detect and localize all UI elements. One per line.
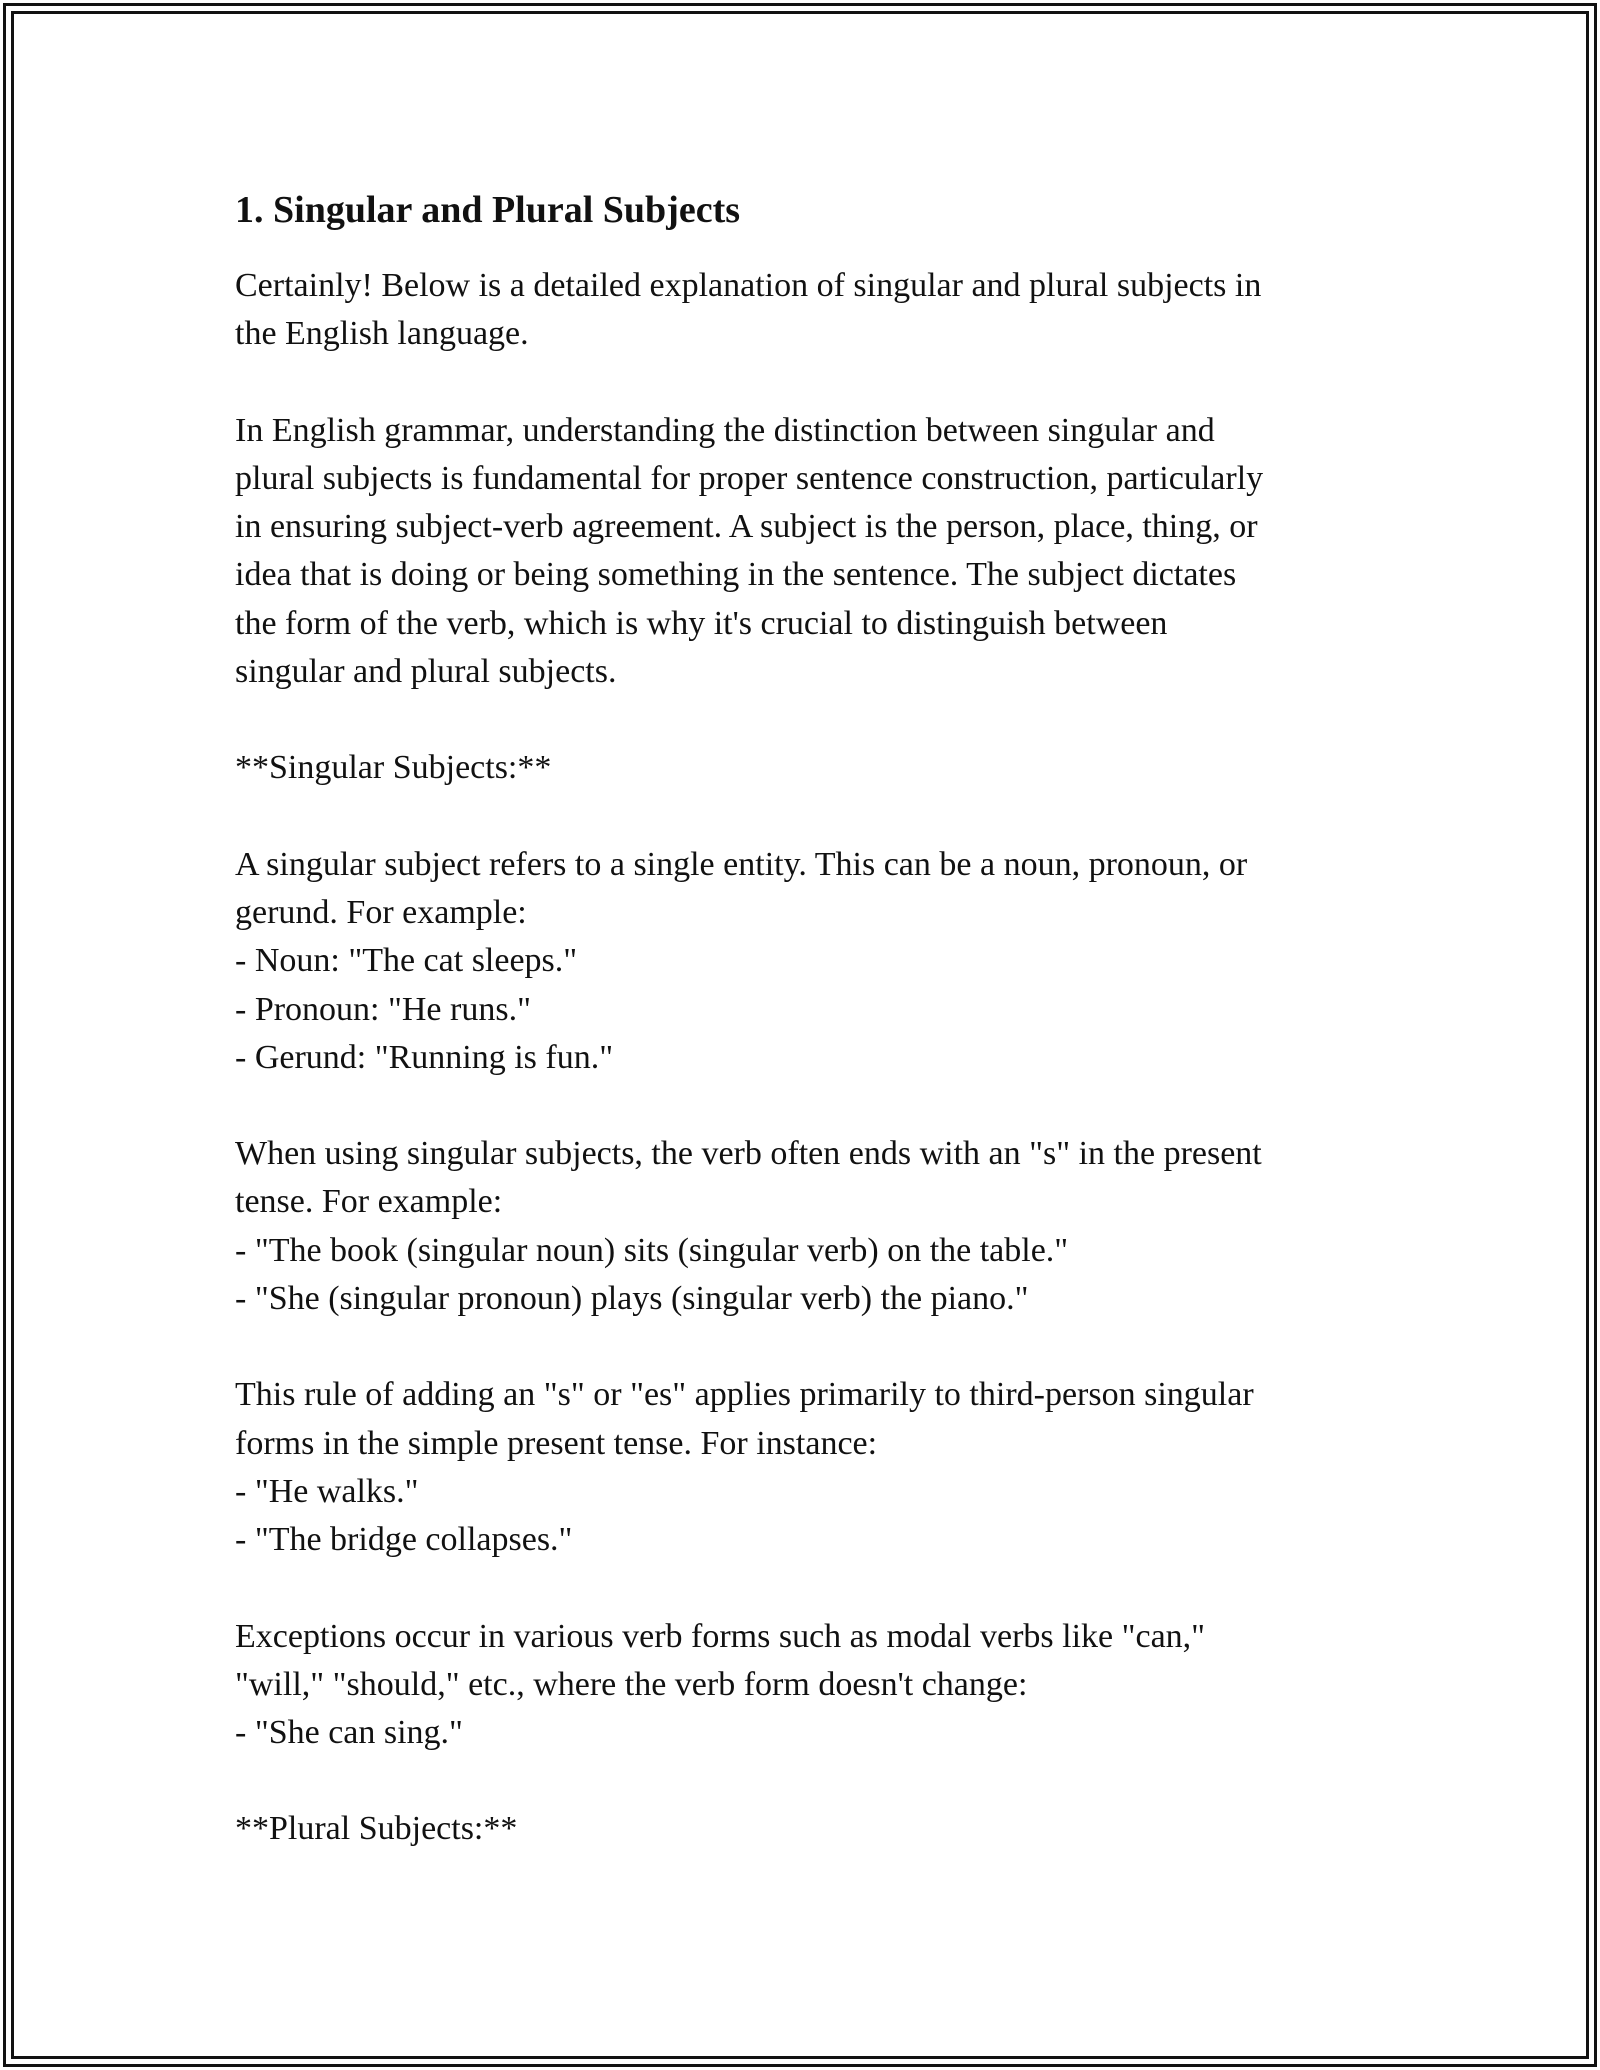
text-line: "will," "should," etc., where the verb form doesn't change: bbox=[235, 1665, 1028, 1703]
text-line: This rule of adding an "s" or "es" applies primarily to third-person singular bbox=[235, 1376, 1254, 1414]
document-body bbox=[235, 186, 1355, 1902]
paragraph-definition bbox=[235, 407, 1355, 697]
paragraph-singular-verbs bbox=[235, 1130, 1355, 1323]
paragraph-s-es-rule bbox=[235, 1371, 1355, 1564]
text-line: Exceptions occur in various verb forms such as modal verbs like "can," bbox=[235, 1617, 1206, 1655]
list-item: - Pronoun: "He runs." bbox=[235, 990, 531, 1028]
text-line: In English grammar, understanding the distinction between singular and bbox=[235, 411, 1215, 449]
text-line: **Plural Subjects:** bbox=[235, 1810, 518, 1848]
list-item: - Gerund: "Running is fun." bbox=[235, 1038, 614, 1076]
list-item: - "The book (singular noun) sits (singular verb) on the table." bbox=[235, 1231, 1069, 1269]
paragraph-singular-definition bbox=[235, 841, 1355, 1082]
paragraph-exceptions bbox=[235, 1613, 1355, 1758]
list-item: - "She can sing." bbox=[235, 1714, 463, 1752]
text-line: When using singular subjects, the verb often ends with an "s" in the present bbox=[235, 1135, 1262, 1173]
list-item: - "He walks." bbox=[235, 1472, 419, 1510]
text-line: the form of the verb, which is why it's crucial to distinguish between bbox=[235, 604, 1168, 642]
text-line: A singular subject refers to a single entity. This can be a noun, pronoun, or bbox=[235, 845, 1248, 883]
text-line: gerund. For example: bbox=[235, 893, 527, 931]
text-line: in ensuring subject-verb agreement. A subject is the person, place, thing, or bbox=[235, 508, 1258, 546]
text-line: plural subjects is fundamental for proper sentence construction, particularly bbox=[235, 459, 1264, 497]
subheading-plural-subjects bbox=[235, 1805, 1355, 1853]
paragraph-intro bbox=[235, 262, 1355, 359]
list-item: - "The bridge collapses." bbox=[235, 1521, 573, 1559]
text-line: tense. For example: bbox=[235, 1183, 503, 1221]
section-heading: 1. Singular and Plural Subjects bbox=[235, 189, 741, 231]
text-line: singular and plural subjects. bbox=[235, 653, 617, 691]
text-line: forms in the simple present tense. For instance: bbox=[235, 1424, 878, 1462]
text-line: **Singular Subjects:** bbox=[235, 749, 552, 787]
subheading-singular-subjects bbox=[235, 744, 1355, 792]
list-item: - "She (singular pronoun) plays (singular verb) the piano." bbox=[235, 1280, 1029, 1318]
text-line: the English language. bbox=[235, 315, 529, 353]
text-line: idea that is doing or being something in the sentence. The subject dictates bbox=[235, 556, 1237, 594]
text-line: Certainly! Below is a detailed explanation of singular and plural subjects in bbox=[235, 267, 1262, 304]
list-item: - Noun: "The cat sleeps." bbox=[235, 942, 578, 980]
